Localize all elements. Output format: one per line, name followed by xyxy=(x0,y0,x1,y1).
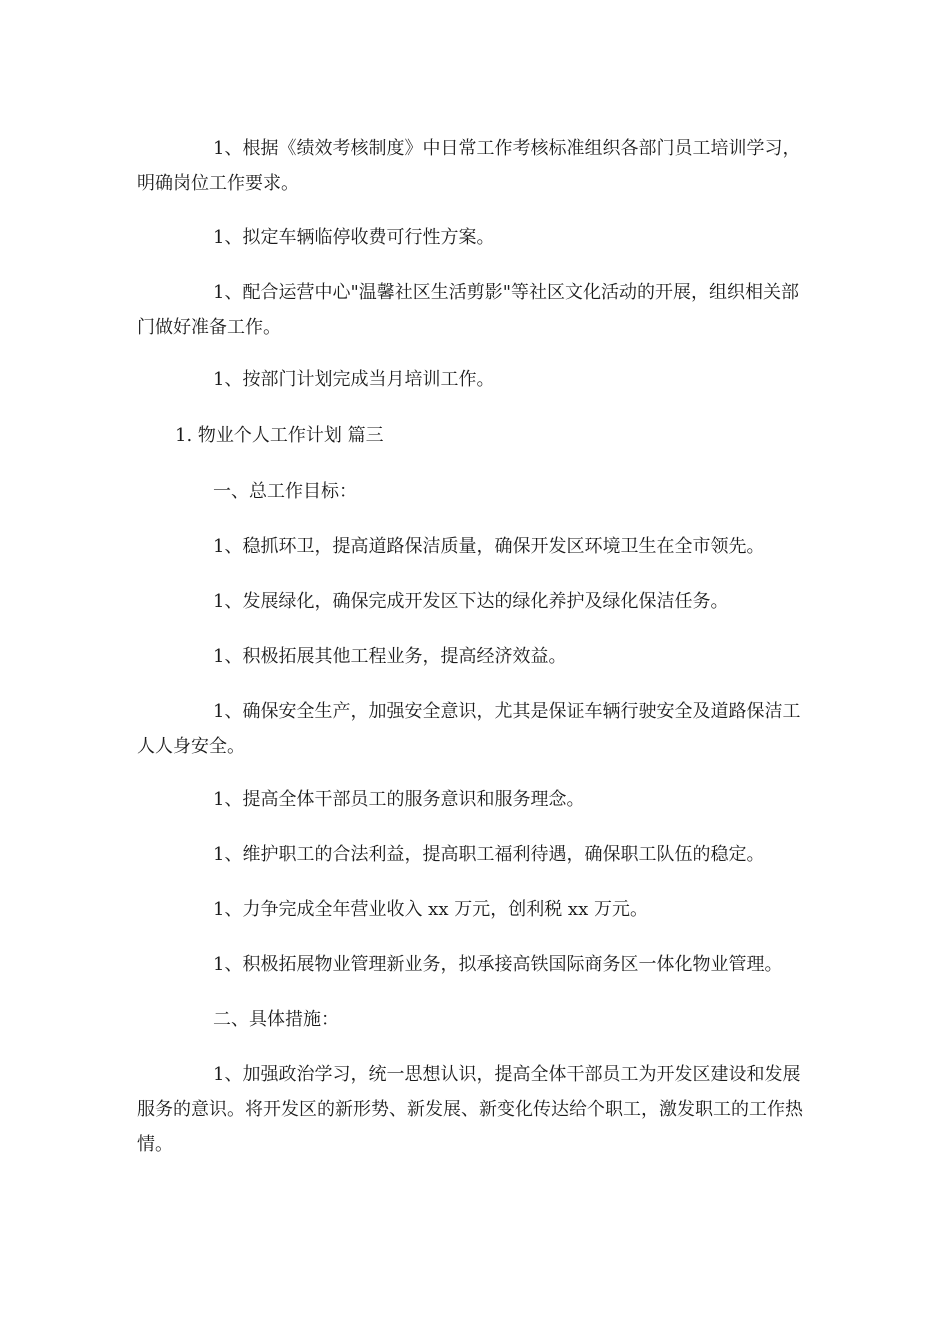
paragraph-community-activity: 1、配合运营中心"温馨社区生活剪影"等社区文化活动的开展，组织相关部门做好准备工作。 xyxy=(137,282,800,338)
paragraph-employee-welfare: 1、维护职工的合法利益，提高职工福利待遇，确保职工队伍的稳定。 xyxy=(213,844,765,865)
paragraph-training-study: 1、根据《绩效考核制度》中日常工作考核标准组织各部门员工培训学习，明确岗位工作要求。 xyxy=(137,138,801,194)
heading-specific-measures: 二、具体措施： xyxy=(213,1009,339,1030)
heading-overall-goals: 一、总工作目标： xyxy=(213,481,357,502)
paragraph-safety-production: 1、确保安全生产，加强安全意识，尤其是保证车辆行驶安全及道路保洁工人人身安全。 xyxy=(137,701,801,757)
paragraph-revenue-target: 1、力争完成全年营业收入 xx 万元，创利税 xx 万元。 xyxy=(213,899,648,920)
paragraph-monthly-training: 1、按部门计划完成当月培训工作。 xyxy=(213,369,495,390)
paragraph-parking-fee-plan: 1、拟定车辆临停收费可行性方案。 xyxy=(213,227,495,248)
paragraph-sanitation: 1、稳抓环卫，提高道路保洁质量，确保开发区环境卫生在全市领先。 xyxy=(213,536,765,557)
paragraph-political-study: 1、加强政治学习，统一思想认识，提高全体干部员工为开发区建设和发展服务的意识。将开发区的新形势、新发展、新变化传达给个职工，激发职工的工作热情。 xyxy=(137,1064,803,1155)
paragraph-service-awareness: 1、提高全体干部员工的服务意识和服务理念。 xyxy=(213,789,585,810)
paragraph-greening: 1、发展绿化，确保完成开发区下达的绿化养护及绿化保洁任务。 xyxy=(213,591,729,612)
section-heading-plan-three: 1. 物业个人工作计划 篇三 xyxy=(175,425,384,446)
paragraph-engineering-business: 1、积极拓展其他工程业务，提高经济效益。 xyxy=(213,646,567,667)
paragraph-property-management: 1、积极拓展物业管理新业务，拟承接高铁国际商务区一体化物业管理。 xyxy=(213,954,783,975)
